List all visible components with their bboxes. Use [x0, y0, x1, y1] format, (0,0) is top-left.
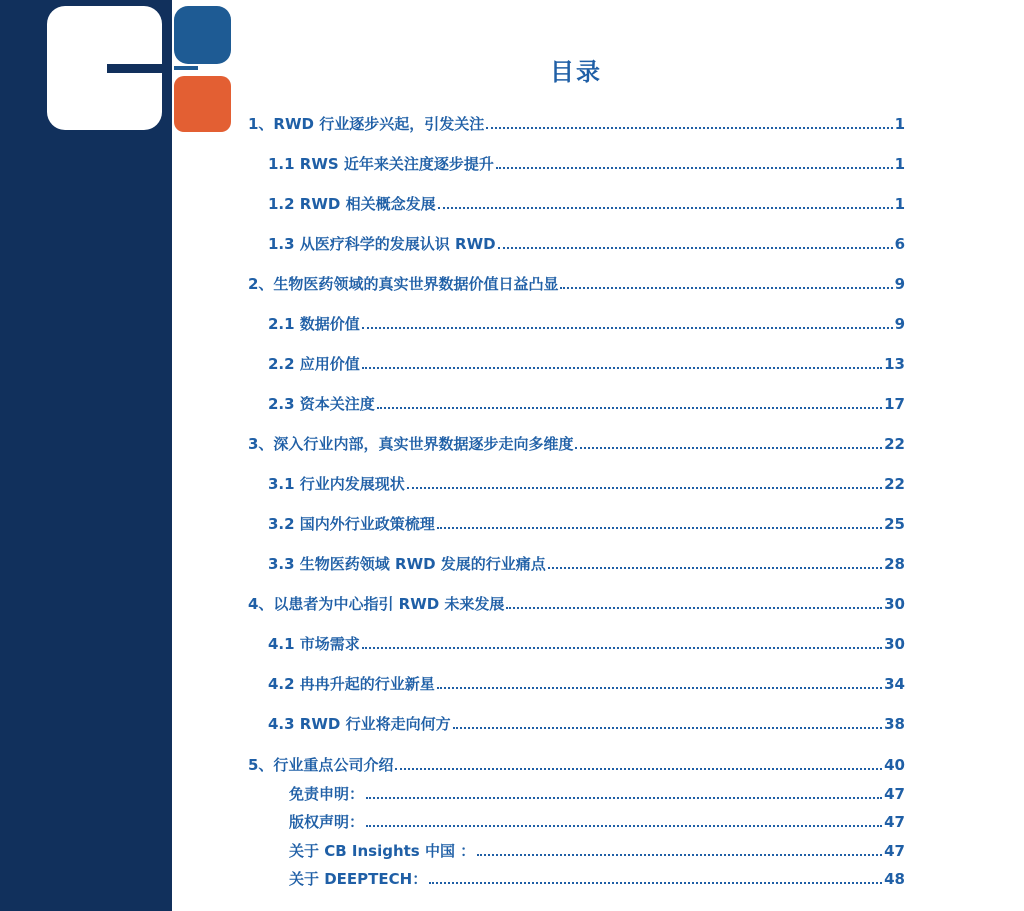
toc-entry-label: 1.2 RWD 相关概念发展: [268, 195, 436, 213]
dot-leader: [438, 207, 893, 209]
toc-entry-label: 免责申明：: [289, 785, 365, 803]
toc-entry-page-number: 9: [894, 275, 905, 293]
toc-entry[interactable]: [268, 154, 905, 174]
dot-leader: [362, 647, 882, 649]
toc-entry[interactable]: [268, 554, 905, 574]
dot-leader: [429, 882, 882, 884]
toc-entry-label: 关于 CB Insights 中国 ：: [289, 842, 476, 860]
toc-entry-label: 2.1 数据价值: [268, 315, 360, 333]
toc-entry-label: 3.1 行业内发展现状: [268, 475, 405, 493]
dot-leader: [477, 854, 882, 856]
toc-entry[interactable]: [268, 354, 905, 374]
toc-entry[interactable]: [289, 784, 905, 804]
dot-leader: [506, 607, 882, 609]
toc-entry-page-number: 40: [884, 756, 905, 774]
toc-entry-label: 版权声明：: [289, 813, 365, 831]
toc-entry[interactable]: [248, 274, 905, 294]
toc-entry-page-number: 47: [884, 785, 905, 803]
toc-entry-label: 4.1 市场需求: [268, 635, 360, 653]
dot-leader: [486, 127, 892, 129]
toc-entry-label: 2.3 资本关注度: [268, 395, 375, 413]
toc-entry-page-number: 22: [884, 475, 905, 493]
toc-entry-label: 3.3 生物医药领域 RWD 发展的行业痛点: [268, 555, 546, 573]
toc-entry-page-number: 22: [884, 435, 905, 453]
dot-leader: [366, 825, 882, 827]
dot-leader: [395, 768, 882, 770]
toc-entry[interactable]: [268, 514, 905, 534]
toc-entry[interactable]: [268, 234, 905, 254]
toc-entry-label: 1.1 RWS 近年来关注度逐步提升: [268, 155, 494, 173]
dot-leader: [362, 367, 882, 369]
toc-entry-label: 3.2 国内外行业政策梳理: [268, 515, 435, 533]
toc-entry[interactable]: [268, 634, 905, 654]
dot-leader: [407, 487, 882, 489]
toc-entry-page-number: 34: [884, 675, 905, 693]
toc-entry[interactable]: [248, 755, 905, 775]
dot-leader: [377, 407, 882, 409]
toc-entry-label: 2.2 应用价值: [268, 355, 360, 373]
toc-entry-page-number: 1: [894, 115, 905, 133]
toc-entry[interactable]: [268, 194, 905, 214]
toc-entry[interactable]: [289, 869, 905, 889]
toc-entry-page-number: 1: [894, 155, 905, 173]
toc-entry-label: 4、以患者为中心指引 RWD 未来发展: [248, 595, 505, 613]
toc-entry[interactable]: [268, 394, 905, 414]
toc-entry-page-number: 47: [884, 813, 905, 831]
dot-leader: [366, 797, 882, 799]
toc-entry-page-number: 17: [884, 395, 905, 413]
toc-entry-page-number: 13: [884, 355, 905, 373]
toc-entry-page-number: 30: [884, 595, 905, 613]
toc-entry-page-number: 38: [884, 715, 905, 733]
toc-entry[interactable]: [289, 841, 905, 861]
toc-entry[interactable]: [248, 114, 905, 134]
toc-entry-label: 3、深入行业内部，真实世界数据逐步走向多维度: [248, 435, 574, 453]
toc-entry[interactable]: [289, 812, 905, 832]
toc-entry[interactable]: [248, 594, 905, 614]
dot-leader: [362, 327, 893, 329]
toc-entry-page-number: 28: [884, 555, 905, 573]
dot-leader: [575, 447, 882, 449]
toc-entry-label: 4.2 冉冉升起的行业新星: [268, 675, 435, 693]
page-title: 目录: [550, 58, 602, 86]
dot-leader: [560, 287, 892, 289]
dot-leader: [453, 727, 883, 729]
toc-entry-label: 2、生物医药领域的真实世界数据价值日益凸显: [248, 275, 559, 293]
toc-entry[interactable]: [268, 314, 905, 334]
toc-entry-page-number: 47: [884, 842, 905, 860]
toc-entry-page-number: 30: [884, 635, 905, 653]
dot-leader: [437, 527, 882, 529]
dot-leader: [496, 167, 893, 169]
toc-entry-label: 1、RWD 行业逐步兴起，引发关注: [248, 115, 485, 133]
dot-leader: [437, 687, 882, 689]
toc-entry-page-number: 25: [884, 515, 905, 533]
toc-entry[interactable]: [268, 674, 905, 694]
toc-entry[interactable]: [248, 434, 905, 454]
toc-entry-page-number: 1: [894, 195, 905, 213]
toc-entry-label: 5、行业重点公司介绍: [248, 756, 394, 774]
toc-entry-page-number: 9: [894, 315, 905, 333]
dot-leader: [548, 567, 882, 569]
dot-leader: [498, 247, 893, 249]
toc-entry-page-number: 48: [884, 870, 905, 888]
toc-entry-label: 关于 DEEPTECH：: [289, 870, 428, 888]
toc-entry-label: 1.3 从医疗科学的发展认识 RWD: [268, 235, 496, 253]
toc-entry[interactable]: [268, 714, 905, 734]
toc-entry-label: 4.3 RWD 行业将走向何方: [268, 715, 451, 733]
toc-entry[interactable]: [268, 474, 905, 494]
toc-entry-page-number: 6: [894, 235, 905, 253]
